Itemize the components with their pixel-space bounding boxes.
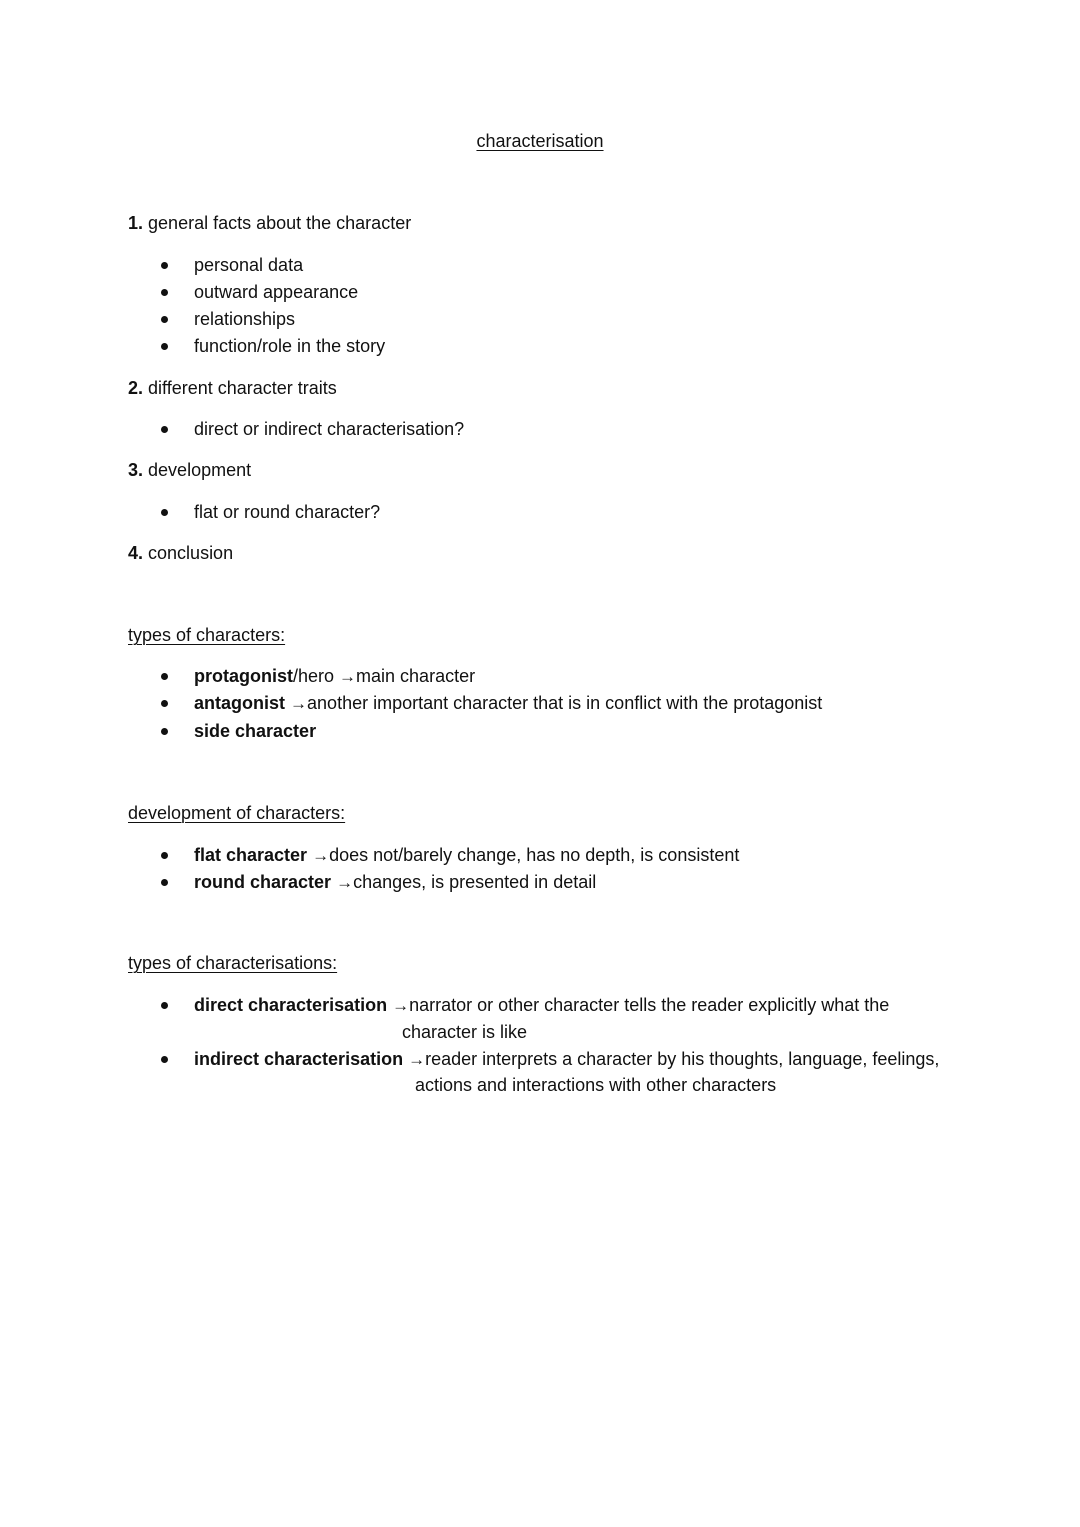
arrow-right-icon: → — [312, 846, 330, 865]
list-item-continuation: character is like — [402, 1022, 528, 1042]
arrow-right-icon: → — [339, 667, 357, 686]
section-heading-types-of-characterisations: types of characterisations: — [128, 953, 338, 973]
bullet-icon — [161, 262, 168, 269]
outline-item-4: 4. conclusion — [128, 543, 234, 563]
list-item: outward appearance — [194, 282, 359, 302]
bullet-icon — [161, 316, 168, 323]
list-item: round character →changes, is presented in detail — [194, 872, 597, 892]
list-item: personal data — [194, 255, 304, 275]
page-title: characterisation — [476, 131, 604, 151]
list-item: indirect characterisation →reader interprets a character by his thoughts, language, feelings, — [194, 1049, 940, 1069]
list-item: direct characterisation →narrator or other character tells the reader explicitly what the — [194, 995, 890, 1015]
bullet-icon — [161, 852, 168, 859]
arrow-right-icon: → — [290, 694, 308, 713]
bullet-icon — [161, 426, 168, 433]
list-item: side character — [194, 721, 317, 741]
bullet-icon — [161, 700, 168, 707]
bullet-icon — [161, 673, 168, 680]
bullet-icon — [161, 289, 168, 296]
section-heading-types-of-characters: types of characters: — [128, 625, 286, 645]
list-item: flat character →does not/barely change, has no depth, is consistent — [194, 845, 740, 865]
arrow-right-icon: → — [408, 1050, 426, 1069]
list-item: relationships — [194, 309, 296, 329]
section-heading-development-of-characters: development of characters: — [128, 803, 346, 823]
outline-item-3: 3. development — [128, 460, 252, 480]
bullet-icon — [161, 1056, 168, 1063]
bullet-icon — [161, 509, 168, 516]
list-item: flat or round character? — [194, 502, 381, 522]
list-item: function/role in the story — [194, 336, 386, 356]
bullet-icon — [161, 1002, 168, 1009]
outline-item-1: 1. general facts about the character — [128, 213, 412, 233]
bullet-icon — [161, 879, 168, 886]
list-item: protagonist/hero →main character — [194, 666, 476, 686]
outline-item-2: 2. different character traits — [128, 378, 337, 398]
list-item: antagonist →another important character that is in conflict with the protagonist — [194, 693, 823, 713]
bullet-icon — [161, 343, 168, 350]
bullet-icon — [161, 728, 168, 735]
arrow-right-icon: → — [392, 996, 410, 1015]
list-item: direct or indirect characterisation? — [194, 419, 465, 439]
list-item-continuation: actions and interactions with other characters — [415, 1075, 777, 1095]
arrow-right-icon: → — [336, 873, 354, 892]
